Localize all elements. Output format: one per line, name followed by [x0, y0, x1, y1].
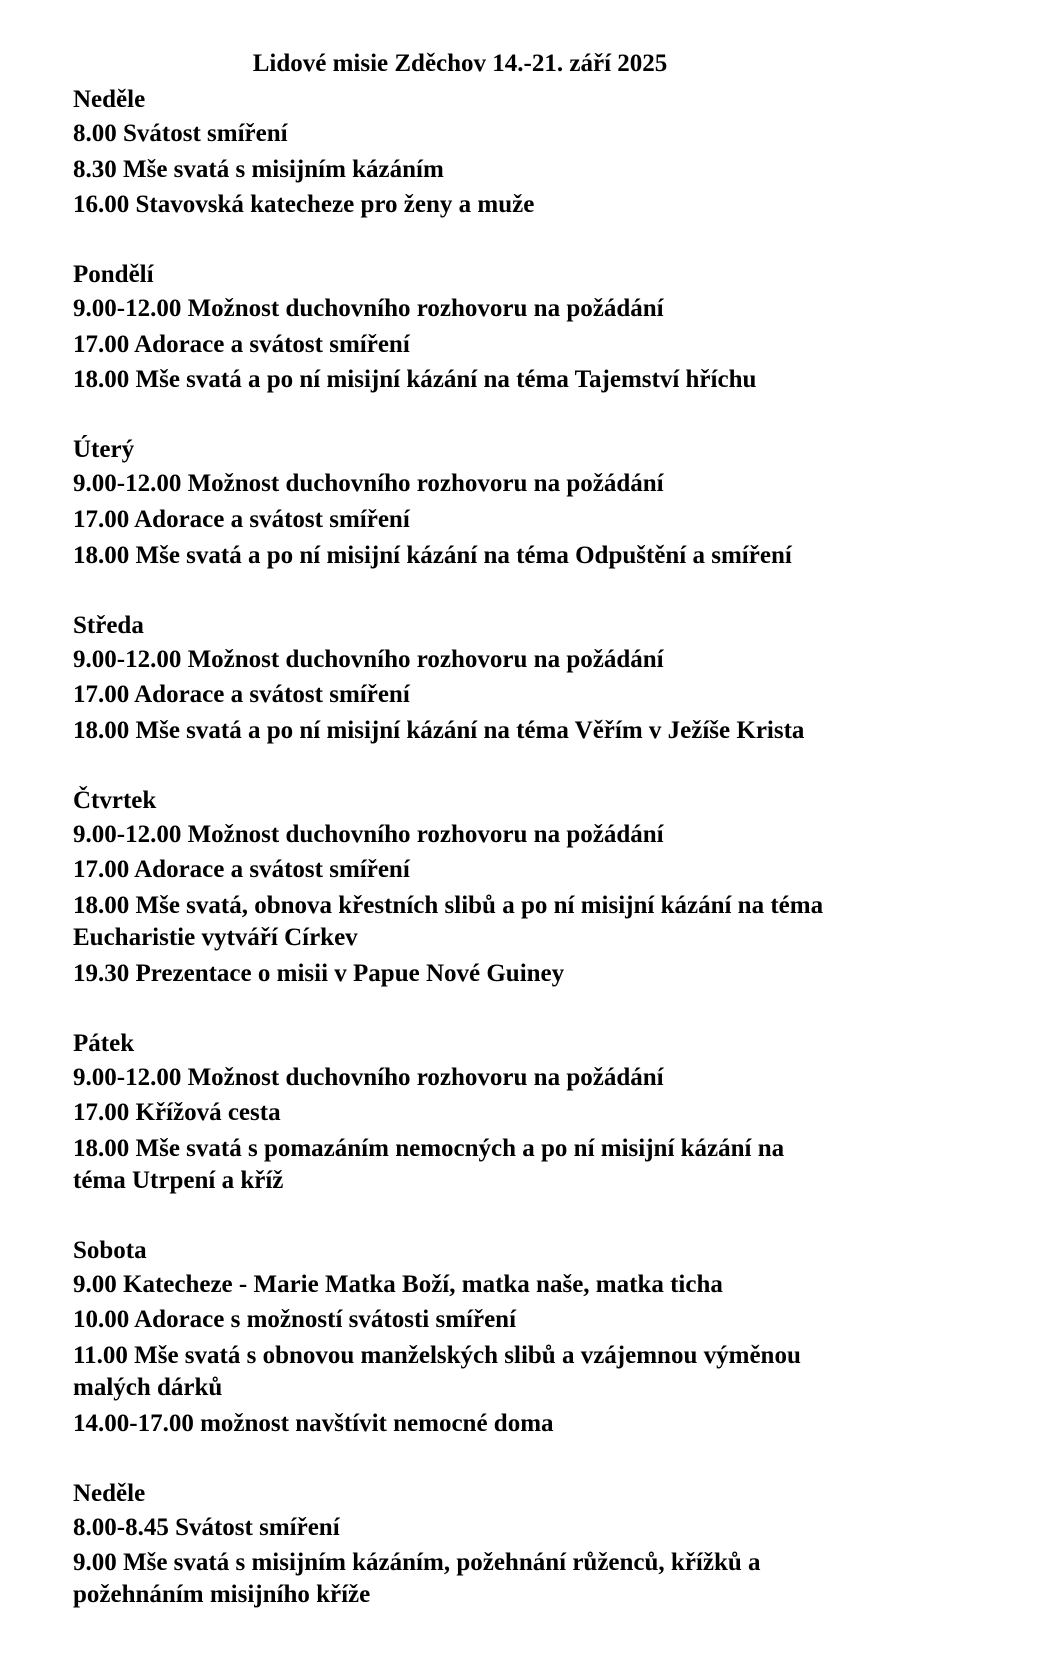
day-heading: Pondělí	[73, 261, 154, 289]
entry-line: Eucharistie vytváří Církev	[73, 923, 358, 951]
schedule-entry	[73, 1408, 913, 1440]
schedule-entry	[73, 1269, 913, 1301]
entry-line: téma Utrpení a kříž	[73, 1166, 284, 1194]
schedule-entry	[73, 854, 913, 886]
document-title: Lidové misie Zděchov 14.-21. září 2025	[252, 50, 668, 77]
entry-line: 17.00 Křížová cesta	[73, 1099, 281, 1127]
entry-list	[73, 1512, 978, 1612]
day-heading: Neděle	[73, 1479, 146, 1507]
entry-line: 9.00-12.00 Možnost duchovního rozhovoru na požádání	[73, 295, 664, 323]
entry-line: 9.00-12.00 Možnost duchovního rozhovoru na požádání	[73, 645, 664, 673]
entry-list	[73, 118, 978, 221]
entry-line: 18.00 Mše svatá a po ní misijní kázání na téma Věřím v Ježíše Krista	[73, 716, 805, 744]
schedule-entry	[73, 468, 913, 500]
entry-list	[73, 293, 978, 396]
entry-line: 17.00 Adorace a svátost smíření	[73, 681, 410, 709]
entry-line: 16.00 Stavovská katecheze pro ženy a muže	[73, 191, 535, 219]
entry-line: 10.00 Adorace s možností svátosti smíření	[73, 1306, 517, 1334]
entry-list	[73, 1269, 978, 1440]
day-heading: Sobota	[73, 1236, 147, 1264]
schedule-entry	[73, 1512, 913, 1544]
entry-line: 9.00-12.00 Možnost duchovního rozhovoru na požádání	[73, 470, 664, 498]
schedule-entry	[73, 1062, 913, 1094]
schedule-entry	[73, 819, 913, 851]
schedule-entry	[73, 293, 913, 325]
entry-list	[73, 468, 978, 571]
entry-line: 8.00-8.45 Svátost smíření	[73, 1513, 340, 1541]
schedule-entry	[73, 1340, 913, 1404]
entry-line: 8.00 Svátost smíření	[73, 120, 288, 147]
entry-line: 17.00 Adorace a svátost smíření	[73, 330, 410, 358]
day-section	[73, 257, 978, 396]
day-heading: Pátek	[73, 1029, 135, 1057]
schedule-entry	[73, 890, 913, 954]
day-section	[73, 432, 978, 571]
schedule	[73, 82, 978, 1611]
schedule-entry	[73, 958, 913, 990]
day-section	[73, 1233, 978, 1440]
day-heading: Středa	[73, 611, 144, 639]
entry-list	[73, 644, 978, 747]
day-section	[73, 608, 978, 747]
schedule-entry	[73, 1133, 913, 1197]
schedule-entry	[73, 1304, 913, 1336]
schedule-entry	[73, 540, 913, 572]
schedule-entry	[73, 1547, 913, 1611]
entry-line: 17.00 Adorace a svátost smíření	[73, 505, 410, 533]
schedule-entry	[73, 644, 913, 676]
entry-list	[73, 1062, 978, 1197]
entry-line: malých dárků	[73, 1373, 223, 1401]
entry-line: 8.30 Mše svatá s misijním kázáním	[73, 155, 444, 183]
entry-line: 18.00 Mše svatá a po ní misijní kázání na téma Tajemství hříchu	[73, 366, 757, 394]
day-heading: Úterý	[73, 436, 135, 464]
schedule-entry	[73, 1097, 913, 1129]
entry-line: 11.00 Mše svatá s obnovou manželských slibů a vzájemnou výměnou	[73, 1341, 801, 1369]
entry-line: 17.00 Adorace a svátost smíření	[73, 856, 410, 884]
day-heading: Čtvrtek	[73, 786, 157, 814]
entry-line: 9.00-12.00 Možnost duchovního rozhovoru na požádání	[73, 820, 664, 848]
schedule-entry	[73, 189, 913, 221]
schedule-entry	[73, 364, 913, 396]
schedule-entry	[73, 679, 913, 711]
day-section	[73, 1026, 978, 1197]
entry-line: 9.00-12.00 Možnost duchovního rozhovoru na požádání	[73, 1063, 664, 1091]
entry-line: 9.00 Mše svatá s misijním kázáním, požehnání růženců, křížků a	[73, 1549, 761, 1577]
day-section	[73, 783, 978, 990]
entry-line: 18.00 Mše svatá s pomazáním nemocných a po ní misijní kázání na	[73, 1134, 785, 1162]
day-section	[73, 1476, 978, 1612]
schedule-entry	[73, 118, 913, 150]
entry-line: 9.00 Katecheze - Marie Matka Boží, matka naše, matka ticha	[73, 1270, 723, 1298]
schedule-entry	[73, 329, 913, 361]
entry-line: 19.30 Prezentace o misii v Papue Nové Guiney	[73, 959, 565, 987]
day-heading: Neděle	[73, 86, 146, 113]
entry-list	[73, 819, 978, 990]
entry-line: 18.00 Mše svatá, obnova křestních slibů a po ní misijní kázání na téma	[73, 891, 824, 919]
entry-line: 14.00-17.00 možnost navštívit nemocné doma	[73, 1409, 554, 1437]
schedule-entry	[73, 504, 913, 536]
entry-line: 18.00 Mše svatá a po ní misijní kázání na téma Odpuštění a smíření	[73, 541, 792, 569]
schedule-entry	[73, 154, 913, 186]
schedule-entry	[73, 715, 913, 747]
entry-line: požehnáním misijního kříže	[73, 1581, 371, 1609]
day-section	[73, 82, 978, 221]
